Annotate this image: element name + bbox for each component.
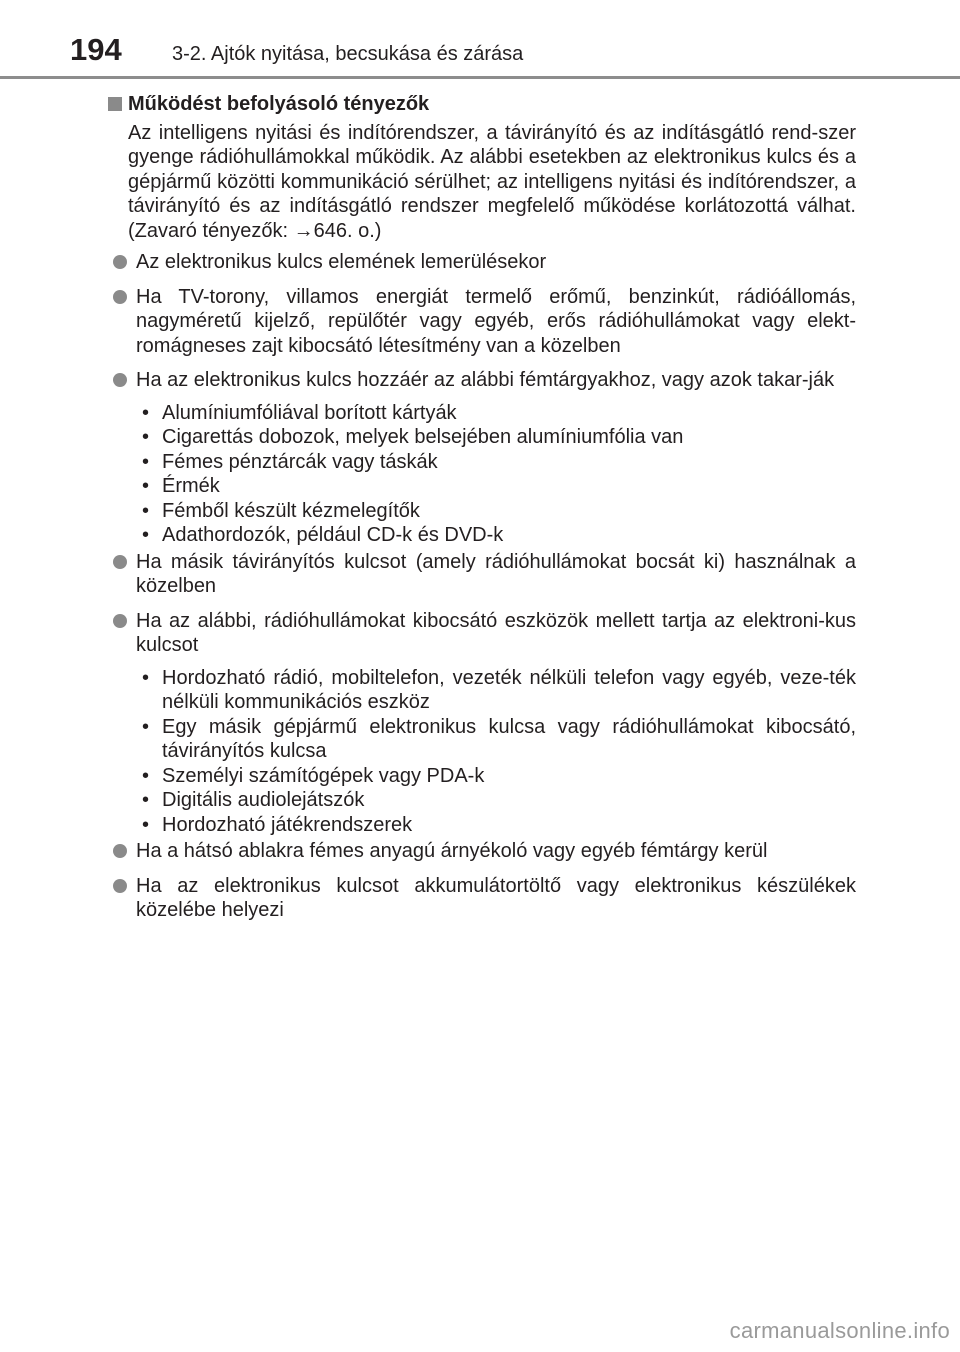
sub-list-item-text: Digitális audiolejátszók [162,789,365,811]
dot-bullet-icon: • [142,789,150,811]
section-heading [108,92,856,117]
list-item [108,609,856,658]
circle-bullet-icon [113,844,127,858]
condition-list [108,250,856,923]
sub-list-item [136,450,856,475]
sub-list-item [136,666,856,715]
sub-list-item-text: Egy másik gépjármű elektronikus kulcsa vagy rádióhullámokat kibocsátó, távirányítós kulcsa [162,715,856,762]
sub-list-item-text: Fémes pénztárcák vagy táskák [162,450,438,473]
sub-list-item [136,764,856,789]
dot-bullet-icon: • [142,499,150,522]
page-header [0,0,960,80]
dot-bullet-icon: • [142,666,150,689]
sub-list-item-text: Alumíniumfóliával borított kártyák [162,401,457,424]
list-item [108,285,856,359]
circle-bullet-icon [113,555,127,569]
list-item-text: Ha az elektronikus kulcsot akkumulátortöltő vagy elektronikus készülékek közelébe helyezi [136,874,856,921]
list-item [108,550,856,599]
dot-bullet-icon: • [142,764,150,787]
sub-list-item [136,499,856,524]
list-item [108,874,856,923]
list-item-text: Ha a hátsó ablakra fémes anyagú árnyékoló vagy egyéb fémtárgy kerül [136,840,768,862]
circle-bullet-icon [113,614,127,628]
sub-list-item-text: Fémből készült kézmelegítők [162,499,420,522]
section-heading-text: Működést befolyásoló tényezők [128,93,430,115]
sub-list-item [136,523,856,548]
list-item-text: Ha TV-torony, villamos energiát termelő erőmű, benzinkút, rádióállomás, nagyméretű kijelző, repülőtér vagy egyéb, erős rádióhullámokat vagy elekt-romágneses zajt kibocsátó létesítmény van a közelben [136,285,856,357]
radio-devices-list [136,666,856,838]
dot-bullet-icon: • [142,450,150,473]
list-item [108,250,856,275]
list-item [108,368,856,393]
sub-list-item [136,401,856,426]
list-item [108,839,856,864]
circle-bullet-icon [113,373,127,387]
sub-list-item-text: Hordozható játékrendszerek [162,813,413,836]
sub-list-item-text: Adathordozók, például CD-k és DVD-k [162,524,504,546]
dot-bullet-icon: • [142,475,150,497]
dot-bullet-icon: • [142,715,150,738]
circle-bullet-icon [113,255,127,269]
sub-list-item [136,813,856,838]
sub-list-item-text: Érmék [162,475,220,497]
sub-list-item [136,788,856,813]
list-item-text: Ha másik távirányítós kulcsot (amely rádióhullámokat bocsát ki) használnak a közelben [136,550,856,597]
dot-bullet-icon: • [142,524,150,546]
metal-objects-list [136,401,856,548]
list-item-text: Az elektronikus kulcs elemének lemerülésekor [136,251,547,273]
page-number: 194 [70,32,122,67]
watermark-link[interactable]: carmanualsonline.info [729,1318,950,1343]
list-item-text: Ha az alábbi, rádióhullámokat kibocsátó eszközök mellett tartja az elektroni-kus kulcsot [136,609,856,656]
circle-bullet-icon [113,879,127,893]
sub-list-item-text: Hordozható rádió, mobiltelefon, vezeték nélküli telefon vagy egyéb, veze-ték nélküli kommunikációs eszköz [162,666,856,713]
sub-list-item-text: Személyi számítógépek vagy PDA-k [162,764,485,787]
sub-list-item-text: Cigarettás dobozok, melyek belsejében alumíniumfólia van [162,426,684,448]
sub-list-item [136,425,856,450]
list-item-text: Ha az elektronikus kulcs hozzáér az alábbi fémtárgyakhoz, vagy azok takar-ják [136,369,835,391]
square-bullet-icon [108,97,122,111]
sub-list-item [136,474,856,499]
dot-bullet-icon: • [142,813,150,836]
circle-bullet-icon [113,290,127,304]
page-content [108,92,856,933]
chapter-title: 3-2. Ajtók nyitása, becsukása és zárása [172,43,524,65]
header-divider [0,76,960,79]
dot-bullet-icon: • [142,401,150,424]
sub-list-item [136,715,856,764]
dot-bullet-icon: • [142,426,150,448]
intro-paragraph: Az intelligens nyitási és indítórendszer, a távirányító és az indításgátló rend-szer gyenge rádióhullámokkal működik. Az alábbi esetekben az elektronikus kulcs és a gépjármű közötti kommunikáció sérülhet; az intelligens nyitási és indítórendszer, a távirányító és az indításgátló rendszer megfelelő működése korlátozottá válhat. (Zavaró tényezők: →646. o.) [128,121,856,242]
